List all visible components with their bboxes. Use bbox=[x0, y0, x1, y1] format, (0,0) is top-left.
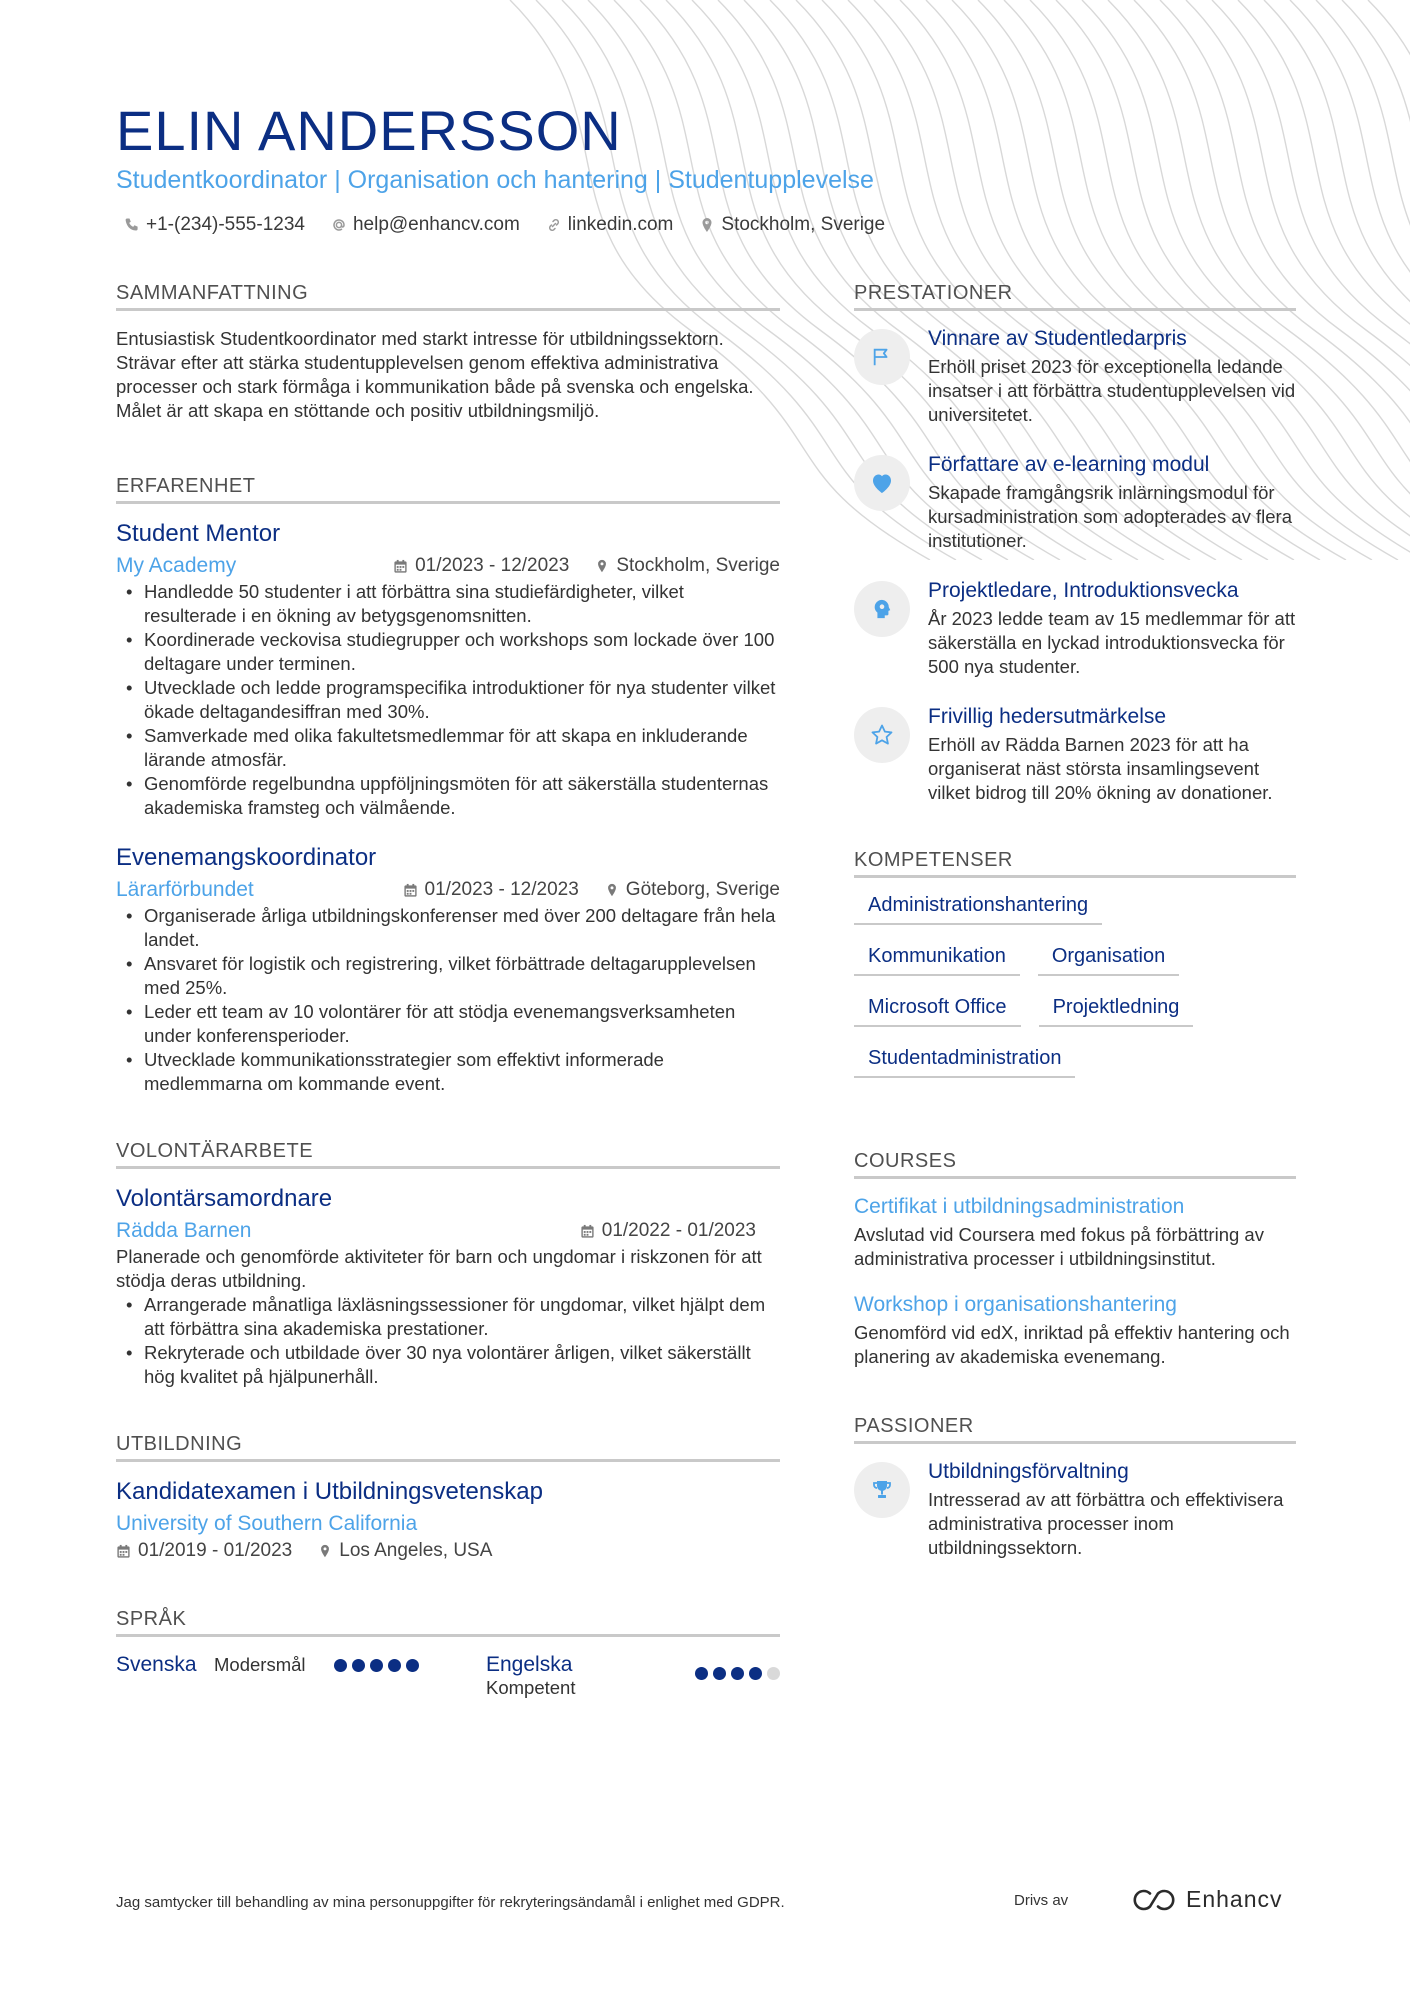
job-location bbox=[605, 879, 780, 901]
skill-tag: Kommunikation bbox=[854, 945, 1020, 976]
list-item: • Koordinerade veckovisa studiegrupper och workshops som lockade över 100 deltagare under terminen. bbox=[124, 628, 780, 676]
left-column bbox=[116, 282, 780, 1699]
skill-tag: Administrationshantering bbox=[854, 894, 1102, 925]
location-pin-icon bbox=[595, 558, 609, 574]
list-item: • Arrangerade månatliga läxläsningssessioner för ungdomar, vilket hjälpt dem att förbättra sina akademiska prestationer. bbox=[124, 1293, 780, 1341]
passion-icon-wrap bbox=[854, 1462, 910, 1518]
achievement-icon-wrap bbox=[854, 455, 910, 511]
job-company: My Academy bbox=[116, 554, 237, 577]
volunteer-title: Volontärsamordnare bbox=[116, 1185, 333, 1212]
summary-section bbox=[116, 282, 780, 423]
achievement-body bbox=[928, 705, 1296, 805]
language-item bbox=[486, 1653, 780, 1699]
rating-dot bbox=[695, 1667, 708, 1680]
location-pin-icon bbox=[605, 882, 619, 898]
education-school: University of Southern California bbox=[116, 1512, 418, 1535]
star-icon bbox=[870, 723, 894, 747]
achievement-title: Författare av e-learning modul bbox=[928, 453, 1210, 476]
achievement-icon-wrap bbox=[854, 707, 910, 763]
list-item: • Ansvaret för logistik och registrering, vilket förbättrade deltagarupplevelsen med 25%. bbox=[124, 952, 780, 1000]
skill-tag: Studentadministration bbox=[854, 1047, 1075, 1078]
job-title: Student Mentor bbox=[116, 520, 281, 547]
section-heading: COURSES bbox=[854, 1150, 1296, 1179]
job-location-text: Stockholm, Sverige bbox=[616, 555, 780, 576]
phone-icon bbox=[124, 217, 140, 233]
education-section bbox=[116, 1433, 780, 1562]
skills-section bbox=[854, 849, 1296, 1078]
job-entry bbox=[116, 520, 780, 820]
section-heading: SPRÅK bbox=[116, 1608, 780, 1637]
brand-name: Enhancv bbox=[1186, 1886, 1283, 1912]
calendar-icon bbox=[403, 883, 418, 898]
job-location-text: Göteborg, Sverige bbox=[625, 879, 780, 900]
job-meta-right bbox=[393, 555, 780, 577]
passion-title: Utbildningsförvaltning bbox=[928, 1460, 1129, 1483]
languages-section bbox=[116, 1608, 780, 1699]
calendar-icon bbox=[116, 1544, 131, 1559]
skill-tag: Organisation bbox=[1038, 945, 1179, 976]
job-dates bbox=[403, 879, 579, 901]
list-item: • Utvecklade kommunikationsstrategier som effektivt informerade medlemmarna om kommande event. bbox=[124, 1048, 780, 1096]
summary-text: Entusiastisk Studentkoordinator med starkt intresse för utbildningssektorn. Strävar efter att stärka studentupplevelsen genom effektiva administrativa processer och stark förmåga i kommunikation både på svenska och engelska. Målet är att skapa en stöttande och positiv utbildningsmiljö. bbox=[116, 328, 754, 421]
gdpr-consent: Jag samtycker till behandling av mina personuppgifter för rekryteringsändamål i enlighet med GDPR. bbox=[116, 1894, 785, 1911]
resume-page bbox=[116, 0, 1296, 1995]
education-location bbox=[318, 1540, 492, 1562]
list-item: • Utvecklade och ledde programspecifika introduktioner för nya studenter vilket ökade deltagandesiffran med 30%. bbox=[124, 676, 780, 724]
job-location bbox=[595, 555, 780, 577]
achievement-title: Frivillig hedersutmärkelse bbox=[928, 705, 1167, 728]
rating-dot bbox=[352, 1659, 365, 1672]
link-icon bbox=[546, 217, 562, 233]
rating-dot bbox=[334, 1659, 347, 1672]
language-name: Svenska bbox=[116, 1653, 197, 1676]
section-heading: SAMMANFATTNING bbox=[116, 282, 780, 311]
section-heading: UTBILDNING bbox=[116, 1433, 780, 1462]
skill-tag: Projektledning bbox=[1039, 996, 1194, 1027]
rating-dot bbox=[713, 1667, 726, 1680]
achievement-item bbox=[854, 327, 1296, 427]
education-dates bbox=[116, 1540, 292, 1562]
section-heading: PASSIONER bbox=[854, 1415, 1296, 1444]
job-dates bbox=[393, 555, 569, 577]
skill-tag: Microsoft Office bbox=[854, 996, 1021, 1027]
candidate-name: ELIN ANDERSSON bbox=[116, 99, 622, 162]
rating-dot bbox=[406, 1659, 419, 1672]
contact-location-text: Stockholm, Sverige bbox=[721, 214, 886, 235]
flag-icon bbox=[871, 346, 893, 368]
volunteer-section bbox=[116, 1140, 780, 1389]
passion-body bbox=[928, 1460, 1296, 1560]
volunteer-description: Planerade och genomförde aktiviteter för barn och ungdomar i riskzonen för att stödja deras utbildning. bbox=[116, 1246, 762, 1291]
contact-email-text: help@enhancv.com bbox=[352, 214, 520, 235]
skills-list bbox=[854, 894, 1296, 1078]
achievement-body bbox=[928, 579, 1296, 679]
rating-dot bbox=[388, 1659, 401, 1672]
contact-location bbox=[699, 214, 885, 236]
achievement-body bbox=[928, 453, 1296, 553]
wave-line bbox=[1342, 0, 1410, 560]
job-meta bbox=[116, 554, 780, 578]
course-title: Certifikat i utbildningsadministration bbox=[854, 1195, 1185, 1218]
location-pin-icon bbox=[318, 1543, 332, 1559]
courses-section bbox=[854, 1150, 1296, 1369]
education-meta bbox=[116, 1540, 780, 1562]
language-rating bbox=[334, 1659, 419, 1672]
section-heading: KOMPETENSER bbox=[854, 849, 1296, 878]
head-icon bbox=[871, 598, 893, 620]
volunteer-meta bbox=[116, 1219, 780, 1243]
passions-section bbox=[854, 1415, 1296, 1560]
course-title: Workshop i organisationshantering bbox=[854, 1293, 1177, 1316]
achievement-item bbox=[854, 705, 1296, 805]
enhancv-logo[interactable] bbox=[1130, 1886, 1283, 1913]
languages-row bbox=[116, 1653, 780, 1699]
job-dates-text: 01/2023 - 12/2023 bbox=[424, 879, 579, 900]
wave-line bbox=[1290, 0, 1410, 560]
contact-phone[interactable] bbox=[124, 214, 305, 236]
contact-email[interactable] bbox=[331, 214, 520, 236]
achievement-item bbox=[854, 579, 1296, 679]
achievement-text: Skapade framgångsrik inlärningsmodul för kursadministration som adopterades av flera institutioner. bbox=[928, 482, 1293, 551]
volunteer-meta-right bbox=[580, 1220, 756, 1242]
calendar-icon bbox=[393, 559, 408, 574]
achievement-text: År 2023 ledde team av 15 medlemmar för att säkerställa en lyckad introduktionsvecka för 500 nya studenter. bbox=[928, 608, 1296, 677]
at-icon bbox=[331, 217, 347, 233]
passion-item bbox=[854, 1460, 1296, 1560]
section-heading: PRESTATIONER bbox=[854, 282, 1296, 311]
education-dates-text: 01/2019 - 01/2023 bbox=[138, 1540, 293, 1561]
contact-linkedin-text: linkedin.com bbox=[567, 214, 674, 235]
rating-dot bbox=[370, 1659, 383, 1672]
job-bullets bbox=[124, 904, 780, 1096]
rating-dot bbox=[731, 1667, 744, 1680]
rating-dot bbox=[749, 1667, 762, 1680]
volunteer-dates-text: 01/2022 - 01/2023 bbox=[601, 1220, 756, 1241]
list-item: • Genomförde regelbundna uppföljningsmöten för att säkerställa studenternas akademiska framsteg och välmående. bbox=[124, 772, 780, 820]
contact-linkedin[interactable] bbox=[546, 214, 674, 236]
language-level: Modersmål bbox=[214, 1654, 306, 1675]
list-item: • Handledde 50 studenter i att förbättra sina studiefärdigheter, vilket resulterade i en ökning av betygsgenomsnitten. bbox=[124, 580, 780, 628]
trophy-icon bbox=[870, 1478, 894, 1502]
job-entry bbox=[116, 844, 780, 1096]
location-pin-icon bbox=[699, 217, 715, 233]
achievement-text: Erhöll av Rädda Barnen 2023 för att ha organiserat näst största insamlingsevent vilket bidrog till 20% ökning av donationer. bbox=[928, 734, 1273, 803]
wave-line bbox=[1368, 0, 1410, 560]
list-item: • Rekryterade och utbildade över 30 nya volontärer årligen, vilket säkerställt hög kvalitet på hjälpunerhåll. bbox=[124, 1341, 780, 1389]
language-text bbox=[486, 1653, 575, 1699]
volunteer-bullets bbox=[124, 1293, 780, 1389]
education-location-text: Los Angeles, USA bbox=[339, 1540, 493, 1561]
contact-bar bbox=[124, 214, 885, 236]
contact-phone-text: +1-(234)-555-1234 bbox=[146, 214, 305, 235]
achievement-icon-wrap bbox=[854, 581, 910, 637]
section-heading: VOLONTÄRARBETE bbox=[116, 1140, 780, 1169]
calendar-icon bbox=[580, 1224, 595, 1239]
achievement-title: Vinnare av Studentledarpris bbox=[928, 327, 1187, 350]
language-level: Kompetent bbox=[486, 1677, 576, 1698]
heart-icon bbox=[870, 472, 894, 494]
achievement-icon-wrap bbox=[854, 329, 910, 385]
job-bullets bbox=[124, 580, 780, 820]
candidate-title: Studentkoordinator | Organisation och hantering | Studentupplevelse bbox=[116, 166, 874, 194]
education-degree: Kandidatexamen i Utbildningsvetenskap bbox=[116, 1478, 543, 1505]
volunteer-dates bbox=[580, 1220, 756, 1242]
course-item bbox=[854, 1293, 1296, 1369]
language-rating bbox=[695, 1667, 780, 1699]
language-item bbox=[116, 1653, 486, 1677]
powered-by-label: Drivs av bbox=[1014, 1892, 1069, 1909]
right-column bbox=[854, 282, 1296, 1586]
job-title: Evenemangskoordinator bbox=[116, 844, 377, 871]
rating-dot bbox=[767, 1667, 780, 1680]
course-text: Genomförd vid edX, inriktad på effektiv hantering och planering av akademiska evenemang. bbox=[854, 1322, 1290, 1367]
achievement-title: Projektledare, Introduktionsvecka bbox=[928, 579, 1239, 602]
list-item: • Samverkade med olika fakultetsmedlemmar för att skapa en inkluderande lärande atmosfär. bbox=[124, 724, 780, 772]
section-heading: ERFARENHET bbox=[116, 475, 780, 504]
wave-line bbox=[1316, 0, 1410, 560]
list-item: • Organiserade årliga utbildningskonferenser med över 200 deltagare från hela landet. bbox=[124, 904, 780, 952]
achievement-text: Erhöll priset 2023 för exceptionella ledande insatser i att förbättra studentupplevelsen vid universitetet. bbox=[928, 356, 1296, 425]
job-meta bbox=[116, 878, 780, 902]
experience-section bbox=[116, 475, 780, 1096]
achievements-section bbox=[854, 282, 1296, 805]
job-company: Lärarförbundet bbox=[116, 878, 254, 901]
course-text: Avslutad vid Coursera med fokus på förbättring av administrativa processer i utbildningsinstitut. bbox=[854, 1224, 1264, 1269]
job-dates-text: 01/2023 - 12/2023 bbox=[415, 555, 570, 576]
enhancv-logo-icon bbox=[1130, 1887, 1178, 1913]
job-meta-right bbox=[403, 879, 780, 901]
list-item: • Leder ett team av 10 volontärer för att stödja evenemangsverksamheten under konferensperioder. bbox=[124, 1000, 780, 1048]
volunteer-org: Rädda Barnen bbox=[116, 1219, 252, 1242]
achievement-item bbox=[854, 453, 1296, 553]
language-name: Engelska bbox=[486, 1653, 573, 1676]
achievement-body bbox=[928, 327, 1296, 427]
passion-text: Intresserad av att förbättra och effektivisera administrativa processer inom utbildningssektorn. bbox=[928, 1489, 1284, 1558]
course-item bbox=[854, 1195, 1296, 1271]
